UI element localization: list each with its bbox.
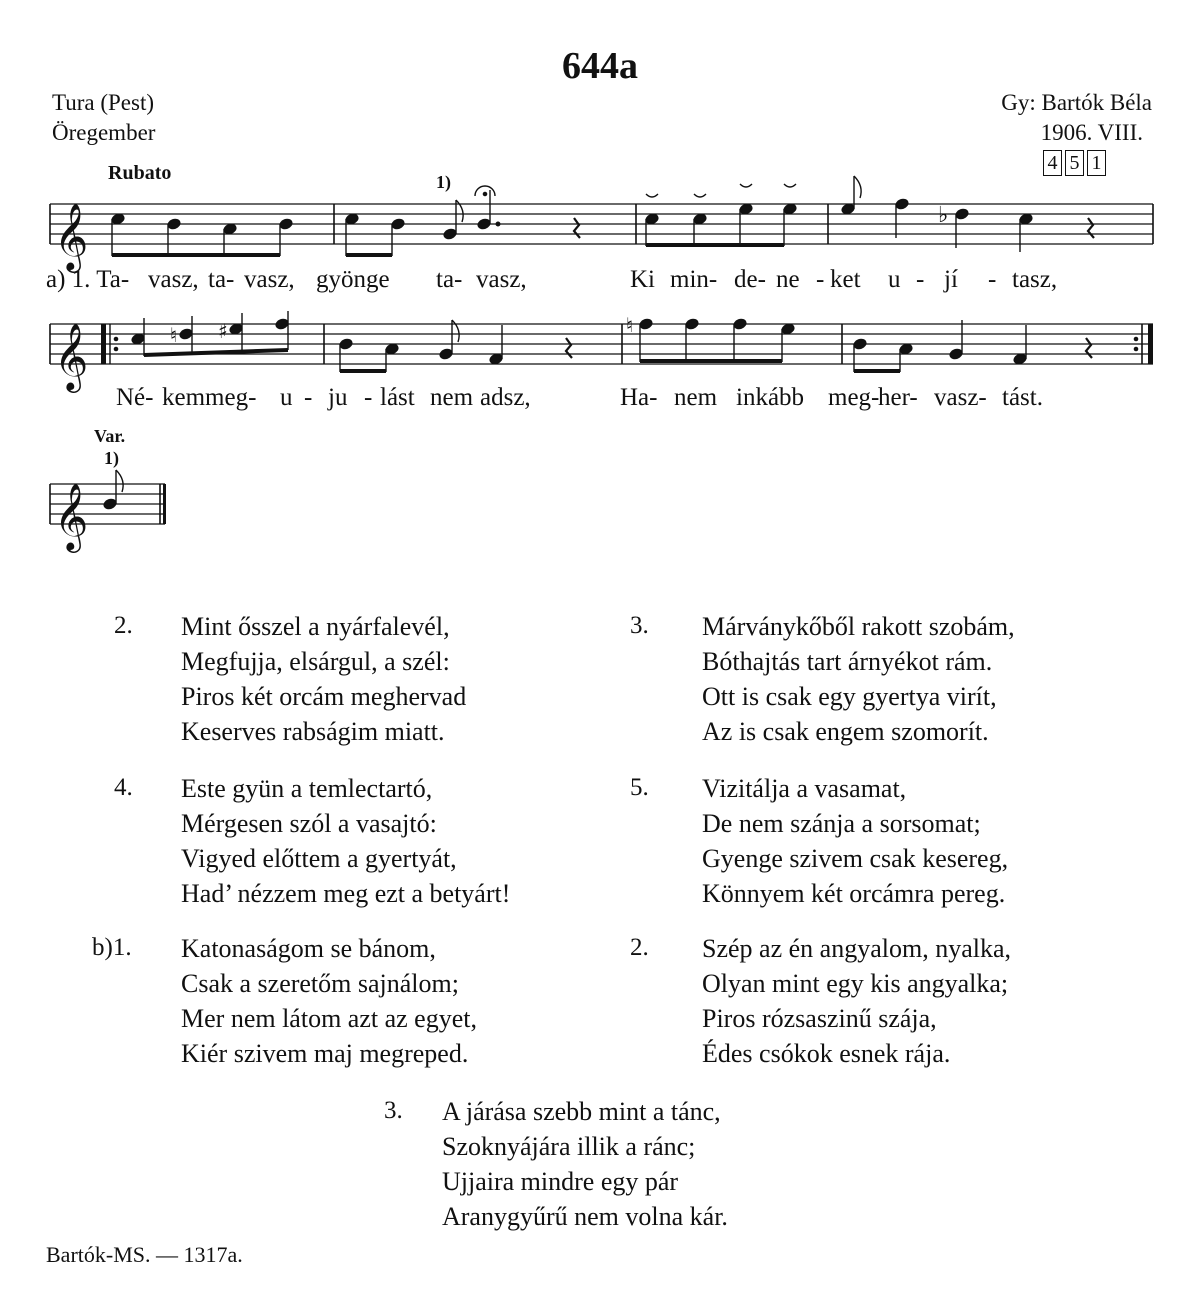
verse-number: 2.	[114, 612, 133, 639]
lyric-syllable: Ki	[630, 266, 655, 293]
verse-line: Katonaságom se bánom,	[181, 934, 436, 963]
lyric-syllable: de-	[734, 266, 766, 293]
verse-line: Könnyem két orcámra pereg.	[702, 879, 1006, 908]
form-code-box: 1	[1087, 150, 1106, 176]
verse-text	[702, 771, 1008, 911]
lyric-syllable: -	[816, 266, 825, 293]
verse-line: Olyan mint egy kis angyalka;	[702, 969, 1009, 998]
lyric-syllable: ju	[328, 384, 348, 411]
verse-line: Ujjaira mindre egy pár	[442, 1167, 679, 1196]
lyric-syllable: vasz-	[934, 384, 987, 411]
verse-line: Az is csak engem szomorít.	[702, 717, 989, 746]
verse-line: Piros rózsaszinű szája,	[702, 1004, 937, 1033]
tempo-marking: Rubato	[108, 162, 172, 184]
lyric-syllable: nem	[674, 384, 718, 411]
verse-text	[181, 931, 477, 1071]
lyric-syllable: inkább	[736, 384, 805, 411]
verse-text	[181, 771, 510, 911]
verse-text	[702, 609, 1015, 749]
form-code-box: 5	[1065, 150, 1084, 176]
svg-text:♮: ♮	[170, 323, 178, 347]
verse-line: Mérgesen szól a vasajtó:	[181, 809, 437, 838]
verse-number: 4.	[114, 774, 133, 801]
verse-line: Kiér szivem maj megreped.	[181, 1039, 469, 1068]
svg-text:𝄞: 𝄞	[54, 482, 89, 550]
verse-number: 5.	[630, 774, 649, 801]
verse-line: Had’ nézzem meg ezt a betyárt!	[181, 879, 511, 908]
lyric-syllable: her-	[878, 384, 918, 411]
verse-line: Piros két orcám meghervad	[181, 682, 467, 711]
lyric-syllable: -	[988, 266, 997, 293]
verse-line: Vizitálja a vasamat,	[702, 774, 907, 803]
date-label: 1906. VIII.	[1040, 120, 1143, 145]
svg-text:♮: ♮	[626, 313, 634, 337]
verse-line: Keserves rabságim miatt.	[181, 717, 445, 746]
verse-line: De nem szánja a sorsomat;	[702, 809, 981, 838]
form-code-box: 4	[1043, 150, 1062, 176]
lyric-syllable: jí	[944, 266, 958, 293]
lyric-syllable: Ha-	[620, 384, 658, 411]
lyric-syllable: min-	[670, 266, 718, 293]
manuscript-reference: Bartók-MS. — 1317a.	[46, 1242, 243, 1267]
lyric-syllable: meg-	[828, 384, 880, 411]
verse-line: Ott is csak egy gyertya virít,	[702, 682, 997, 711]
svg-text:𝄞: 𝄞	[54, 322, 89, 390]
verse-line: Aranygyűrű nem volna kár.	[442, 1202, 728, 1231]
lyric-syllable: ne	[776, 266, 800, 293]
lyric-syllable: tasz,	[1012, 266, 1058, 293]
verse-line: Szoknyájára illik a ránc;	[442, 1132, 696, 1161]
lyric-syllable: vasz,	[476, 266, 527, 293]
lyric-syllable: ta-	[208, 266, 235, 293]
verse-line: Édes csókok esnek rája.	[702, 1039, 951, 1068]
lyric-syllable: u	[280, 384, 293, 411]
lyric-syllable: ket	[830, 266, 861, 293]
lyric-syllable: kemmeg-	[162, 384, 257, 411]
place-label: Tura (Pest)	[52, 90, 155, 115]
verse-text	[442, 1094, 728, 1234]
verse-line: Vigyed előttem a gyertyát,	[181, 844, 457, 873]
verse-line: Márványkőből rakott szobám,	[702, 612, 1015, 641]
verse-line: Gyenge szivem csak kesereg,	[702, 844, 1009, 873]
lyric-syllable: adsz,	[480, 384, 531, 411]
lyric-syllable: -	[304, 384, 313, 411]
collector-label: Gy: Bartók Béla	[1001, 90, 1152, 115]
lyric-syllable: Né-	[116, 384, 154, 411]
lyric-syllable: tást.	[1002, 384, 1043, 411]
verse-number: 3.	[630, 612, 649, 639]
singer-label: Öregember	[52, 120, 156, 145]
verse-line: Este gyün a temlectartó,	[181, 774, 433, 803]
lyric-syllable: -	[916, 266, 925, 293]
verse-line: A járása szebb mint a tánc,	[442, 1097, 721, 1126]
verse-number: 2.	[630, 934, 649, 961]
svg-text:♭: ♭	[938, 203, 949, 228]
variant-label: Var.	[94, 426, 126, 446]
lyric-syllable: vasz,	[148, 266, 199, 293]
lyric-syllable: ta-	[436, 266, 463, 293]
svg-text:𝄞: 𝄞	[54, 202, 89, 270]
verse-line: Mint ősszel a nyárfalevél,	[181, 612, 450, 641]
lyric-syllable: gyönge	[316, 266, 390, 293]
verse-line: Bóthajtás tart árnyékot rám.	[702, 647, 993, 676]
verse-line: Mer nem látom azt az egyet,	[181, 1004, 477, 1033]
song-number-title: 644a	[562, 45, 638, 87]
footnote-mark: 1)	[436, 172, 451, 192]
verse-line: Csak a szeretőm sajnálom;	[181, 969, 459, 998]
lyric-syllable: -	[364, 384, 373, 411]
variant-footnote: 1)	[104, 448, 119, 468]
lyric-syllable: u	[888, 266, 901, 293]
verse-line: Megfujja, elsárgul, a szél:	[181, 647, 450, 676]
lyric-syllable: vasz,	[244, 266, 295, 293]
verse-text	[702, 931, 1011, 1071]
lyric-syllable: a) 1. Ta-	[46, 266, 130, 293]
verse-text	[181, 609, 466, 749]
lyric-syllable: nem	[430, 384, 474, 411]
verse-number: b)1.	[92, 934, 132, 961]
svg-text:♯: ♯	[218, 319, 228, 343]
lyric-syllable: lást	[380, 384, 415, 411]
verse-line: Szép az én angyalom, nyalka,	[702, 934, 1011, 963]
verse-number: 3.	[384, 1097, 403, 1124]
